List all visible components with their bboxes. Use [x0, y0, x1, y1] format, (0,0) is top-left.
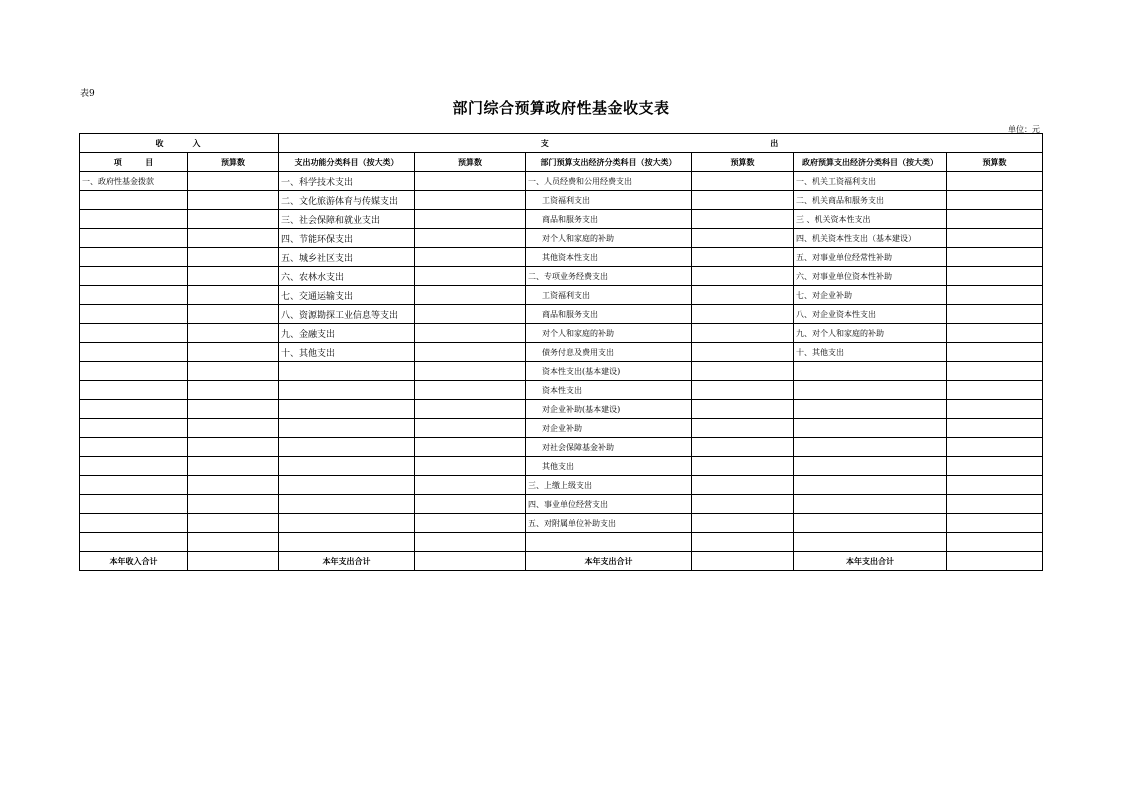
gov-econ-cell: [794, 419, 947, 438]
func-budget-cell: [415, 400, 526, 419]
dept-econ-cell: 资本性支出: [526, 381, 692, 400]
income-budget-cell: [188, 514, 279, 533]
func-budget-cell: [415, 267, 526, 286]
gov-budget-cell: [947, 476, 1043, 495]
gov-econ-cell: 一、机关工资福利支出: [794, 172, 947, 191]
item-header-char: 目: [145, 156, 154, 167]
gov-budget-cell: [947, 343, 1043, 362]
func-budget-cell: [415, 438, 526, 457]
gov-econ-cell: [794, 514, 947, 533]
income-budget-cell: [188, 438, 279, 457]
table-row: [80, 324, 1043, 343]
gov-econ-cell: [794, 362, 947, 381]
dept-budget-cell: [692, 286, 794, 305]
gov-budget-cell: [947, 248, 1043, 267]
dept-econ-cell: 对企业补助(基本建设): [526, 400, 692, 419]
gov-budget-cell: [947, 229, 1043, 248]
income-budget-cell: [188, 533, 279, 552]
dept-econ-cell: 五、对附属单位补助支出: [526, 514, 692, 533]
dept-econ-cell: 其他支出: [526, 457, 692, 476]
dept-budget-cell: [692, 533, 794, 552]
gov-budget-cell: [947, 419, 1043, 438]
table-row: [80, 495, 1043, 514]
func-budget-cell: [415, 210, 526, 229]
gov-econ-cell: 八、对企业资本性支出: [794, 305, 947, 324]
income-budget-cell: [188, 476, 279, 495]
income-item-cell: [80, 457, 188, 476]
dept-budget-cell: [692, 172, 794, 191]
expense-header-char: 出: [770, 137, 781, 148]
col-header-budget: 预算数: [188, 153, 279, 172]
dept-econ-cell: 工资福利支出: [526, 191, 692, 210]
table-row: [80, 438, 1043, 457]
func-class-cell: [279, 381, 415, 400]
income-total-label: 本年收入合计: [80, 552, 188, 571]
dept-budget-cell: [692, 495, 794, 514]
table-row: [80, 305, 1043, 324]
dept-econ-cell: 商品和服务支出: [526, 305, 692, 324]
income-header-char: 收: [155, 137, 166, 148]
func-class-cell: [279, 400, 415, 419]
income-budget-cell: [188, 324, 279, 343]
income-budget-cell: [188, 248, 279, 267]
page-title: 部门综合预算政府性基金收支表: [452, 99, 670, 117]
dept-econ-cell: 一、人员经费和公用经费支出: [526, 172, 692, 191]
income-item-cell: 一、政府性基金拨款: [80, 172, 188, 191]
table-row: [80, 229, 1043, 248]
gov-budget-cell: [947, 438, 1043, 457]
expense-section-header: [279, 134, 1043, 153]
income-budget-cell: [188, 495, 279, 514]
expense-total-label: 本年支出合计: [279, 552, 415, 571]
income-item-cell: [80, 191, 188, 210]
income-budget-cell: [188, 229, 279, 248]
income-budget-cell: [188, 381, 279, 400]
func-class-cell: [279, 476, 415, 495]
table-row: [80, 381, 1043, 400]
func-budget-cell: [415, 229, 526, 248]
unit-label: 单位：元: [1008, 125, 1040, 134]
gov-budget-cell: [947, 362, 1043, 381]
income-budget-cell: [188, 419, 279, 438]
income-item-cell: [80, 248, 188, 267]
income-item-cell: [80, 229, 188, 248]
table-row: [80, 457, 1043, 476]
col-header-dept-econ: 部门预算支出经济分类科目（按大类）: [526, 153, 692, 172]
gov-budget-cell: [947, 286, 1043, 305]
gov-econ-cell: [794, 381, 947, 400]
income-item-cell: [80, 305, 188, 324]
table-number: 表9: [80, 89, 95, 99]
dept-econ-cell: 商品和服务支出: [526, 210, 692, 229]
dept-budget-cell: [692, 400, 794, 419]
dept-budget-cell: [692, 514, 794, 533]
dept-econ-cell: 四、事业单位经营支出: [526, 495, 692, 514]
func-class-cell: 六、农林水支出: [279, 267, 415, 286]
dept-budget-cell: [692, 210, 794, 229]
table-row: [80, 514, 1043, 533]
gov-econ-cell: 十、其他支出: [794, 343, 947, 362]
income-budget-cell: [188, 286, 279, 305]
table-row: [80, 419, 1043, 438]
dept-budget-cell: [692, 267, 794, 286]
income-item-cell: [80, 533, 188, 552]
gov-budget-cell: [947, 514, 1043, 533]
func-budget-cell: [415, 286, 526, 305]
col-header-budget: 预算数: [947, 153, 1043, 172]
func-class-cell: [279, 495, 415, 514]
func-class-cell: [279, 438, 415, 457]
expense-total-value: [947, 552, 1043, 571]
func-budget-cell: [415, 381, 526, 400]
section-header-row: [80, 134, 1043, 153]
table-row: [80, 210, 1043, 229]
gov-budget-cell: [947, 381, 1043, 400]
col-header-budget: 预算数: [415, 153, 526, 172]
dept-econ-cell: 工资福利支出: [526, 286, 692, 305]
func-class-cell: 三、社会保障和就业支出: [279, 210, 415, 229]
income-item-cell: [80, 400, 188, 419]
func-budget-cell: [415, 495, 526, 514]
gov-budget-cell: [947, 495, 1043, 514]
func-budget-cell: [415, 533, 526, 552]
income-budget-cell: [188, 172, 279, 191]
totals-row: [80, 552, 1043, 571]
gov-econ-cell: [794, 495, 947, 514]
dept-budget-cell: [692, 343, 794, 362]
dept-econ-cell: 其他资本性支出: [526, 248, 692, 267]
func-budget-cell: [415, 172, 526, 191]
col-header-budget: 预算数: [692, 153, 794, 172]
gov-budget-cell: [947, 191, 1043, 210]
gov-econ-cell: 九、对个人和家庭的补助: [794, 324, 947, 343]
gov-budget-cell: [947, 172, 1043, 191]
dept-budget-cell: [692, 438, 794, 457]
dept-budget-cell: [692, 324, 794, 343]
expense-total-label: 本年支出合计: [526, 552, 692, 571]
gov-econ-cell: [794, 457, 947, 476]
income-budget-cell: [188, 362, 279, 381]
dept-budget-cell: [692, 362, 794, 381]
income-item-cell: [80, 343, 188, 362]
income-item-cell: [80, 514, 188, 533]
func-class-cell: 四、节能环保支出: [279, 229, 415, 248]
budget-table: [79, 133, 1043, 571]
func-budget-cell: [415, 305, 526, 324]
gov-budget-cell: [947, 305, 1043, 324]
func-budget-cell: [415, 476, 526, 495]
func-budget-cell: [415, 419, 526, 438]
income-total-value: [188, 552, 279, 571]
func-class-cell: 五、城乡社区支出: [279, 248, 415, 267]
income-item-cell: [80, 476, 188, 495]
func-class-cell: 九、金融支出: [279, 324, 415, 343]
dept-budget-cell: [692, 305, 794, 324]
expense-total-value: [415, 552, 526, 571]
table-row: [80, 248, 1043, 267]
income-budget-cell: [188, 267, 279, 286]
dept-econ-cell: 对个人和家庭的补助: [526, 324, 692, 343]
gov-econ-cell: [794, 476, 947, 495]
gov-budget-cell: [947, 400, 1043, 419]
income-budget-cell: [188, 457, 279, 476]
func-class-cell: [279, 362, 415, 381]
income-item-cell: [80, 267, 188, 286]
income-header-char: 入: [192, 137, 203, 148]
expense-total-value: [692, 552, 794, 571]
income-budget-cell: [188, 191, 279, 210]
gov-econ-cell: 六、对事业单位资本性补助: [794, 267, 947, 286]
income-budget-cell: [188, 400, 279, 419]
income-item-cell: [80, 495, 188, 514]
table-row: [80, 533, 1043, 552]
expense-total-label: 本年支出合计: [794, 552, 947, 571]
income-item-cell: [80, 419, 188, 438]
col-header-item: [80, 153, 188, 172]
gov-econ-cell: 七、对企业补助: [794, 286, 947, 305]
dept-econ-cell: 资本性支出(基本建设): [526, 362, 692, 381]
dept-econ-cell: 对个人和家庭的补助: [526, 229, 692, 248]
func-class-cell: [279, 419, 415, 438]
income-item-cell: [80, 286, 188, 305]
income-item-cell: [80, 210, 188, 229]
table-row: [80, 286, 1043, 305]
func-class-cell: 二、文化旅游体育与传媒支出: [279, 191, 415, 210]
gov-econ-cell: 五、对事业单位经常性补助: [794, 248, 947, 267]
dept-econ-cell: 三、上缴上级支出: [526, 476, 692, 495]
dept-budget-cell: [692, 419, 794, 438]
dept-econ-cell: 对社会保障基金补助: [526, 438, 692, 457]
dept-budget-cell: [692, 191, 794, 210]
income-item-cell: [80, 438, 188, 457]
col-header-gov-econ: 政府预算支出经济分类科目（按大类）: [794, 153, 947, 172]
dept-budget-cell: [692, 476, 794, 495]
dept-econ-cell: 对企业补助: [526, 419, 692, 438]
func-budget-cell: [415, 457, 526, 476]
income-item-cell: [80, 324, 188, 343]
gov-econ-cell: 二、机关商品和服务支出: [794, 191, 947, 210]
func-budget-cell: [415, 248, 526, 267]
func-class-cell: 一、科学技术支出: [279, 172, 415, 191]
income-budget-cell: [188, 305, 279, 324]
income-item-cell: [80, 362, 188, 381]
income-budget-cell: [188, 343, 279, 362]
gov-budget-cell: [947, 457, 1043, 476]
func-class-cell: 十、其他支出: [279, 343, 415, 362]
income-section-header: [80, 134, 279, 153]
dept-budget-cell: [692, 229, 794, 248]
func-budget-cell: [415, 343, 526, 362]
dept-econ-cell: [526, 533, 692, 552]
func-budget-cell: [415, 514, 526, 533]
func-class-cell: [279, 533, 415, 552]
func-class-cell: 七、交通运输支出: [279, 286, 415, 305]
func-class-cell: [279, 514, 415, 533]
table-row: [80, 172, 1043, 191]
income-budget-cell: [188, 210, 279, 229]
gov-budget-cell: [947, 267, 1043, 286]
gov-econ-cell: [794, 400, 947, 419]
item-header-char: 项: [113, 156, 122, 167]
col-header-func-class: 支出功能分类科目（按大类）: [279, 153, 415, 172]
column-header-row: [80, 153, 1043, 172]
gov-budget-cell: [947, 210, 1043, 229]
income-item-cell: [80, 381, 188, 400]
dept-econ-cell: 债务付息及费用支出: [526, 343, 692, 362]
gov-budget-cell: [947, 324, 1043, 343]
gov-econ-cell: [794, 438, 947, 457]
expense-header-char: 支: [540, 137, 551, 148]
gov-budget-cell: [947, 533, 1043, 552]
func-class-cell: [279, 457, 415, 476]
dept-econ-cell: 二、专项业务经费支出: [526, 267, 692, 286]
func-budget-cell: [415, 191, 526, 210]
gov-econ-cell: [794, 533, 947, 552]
dept-budget-cell: [692, 248, 794, 267]
table-row: [80, 476, 1043, 495]
dept-budget-cell: [692, 381, 794, 400]
gov-econ-cell: 三 、机关资本性支出: [794, 210, 947, 229]
func-budget-cell: [415, 324, 526, 343]
dept-budget-cell: [692, 457, 794, 476]
table-row: [80, 400, 1043, 419]
func-budget-cell: [415, 362, 526, 381]
table-row: [80, 191, 1043, 210]
func-class-cell: 八、资源勘探工业信息等支出: [279, 305, 415, 324]
table-row: [80, 267, 1043, 286]
table-row: [80, 362, 1043, 381]
table-row: [80, 343, 1043, 362]
gov-econ-cell: 四、机关资本性支出（基本建设）: [794, 229, 947, 248]
